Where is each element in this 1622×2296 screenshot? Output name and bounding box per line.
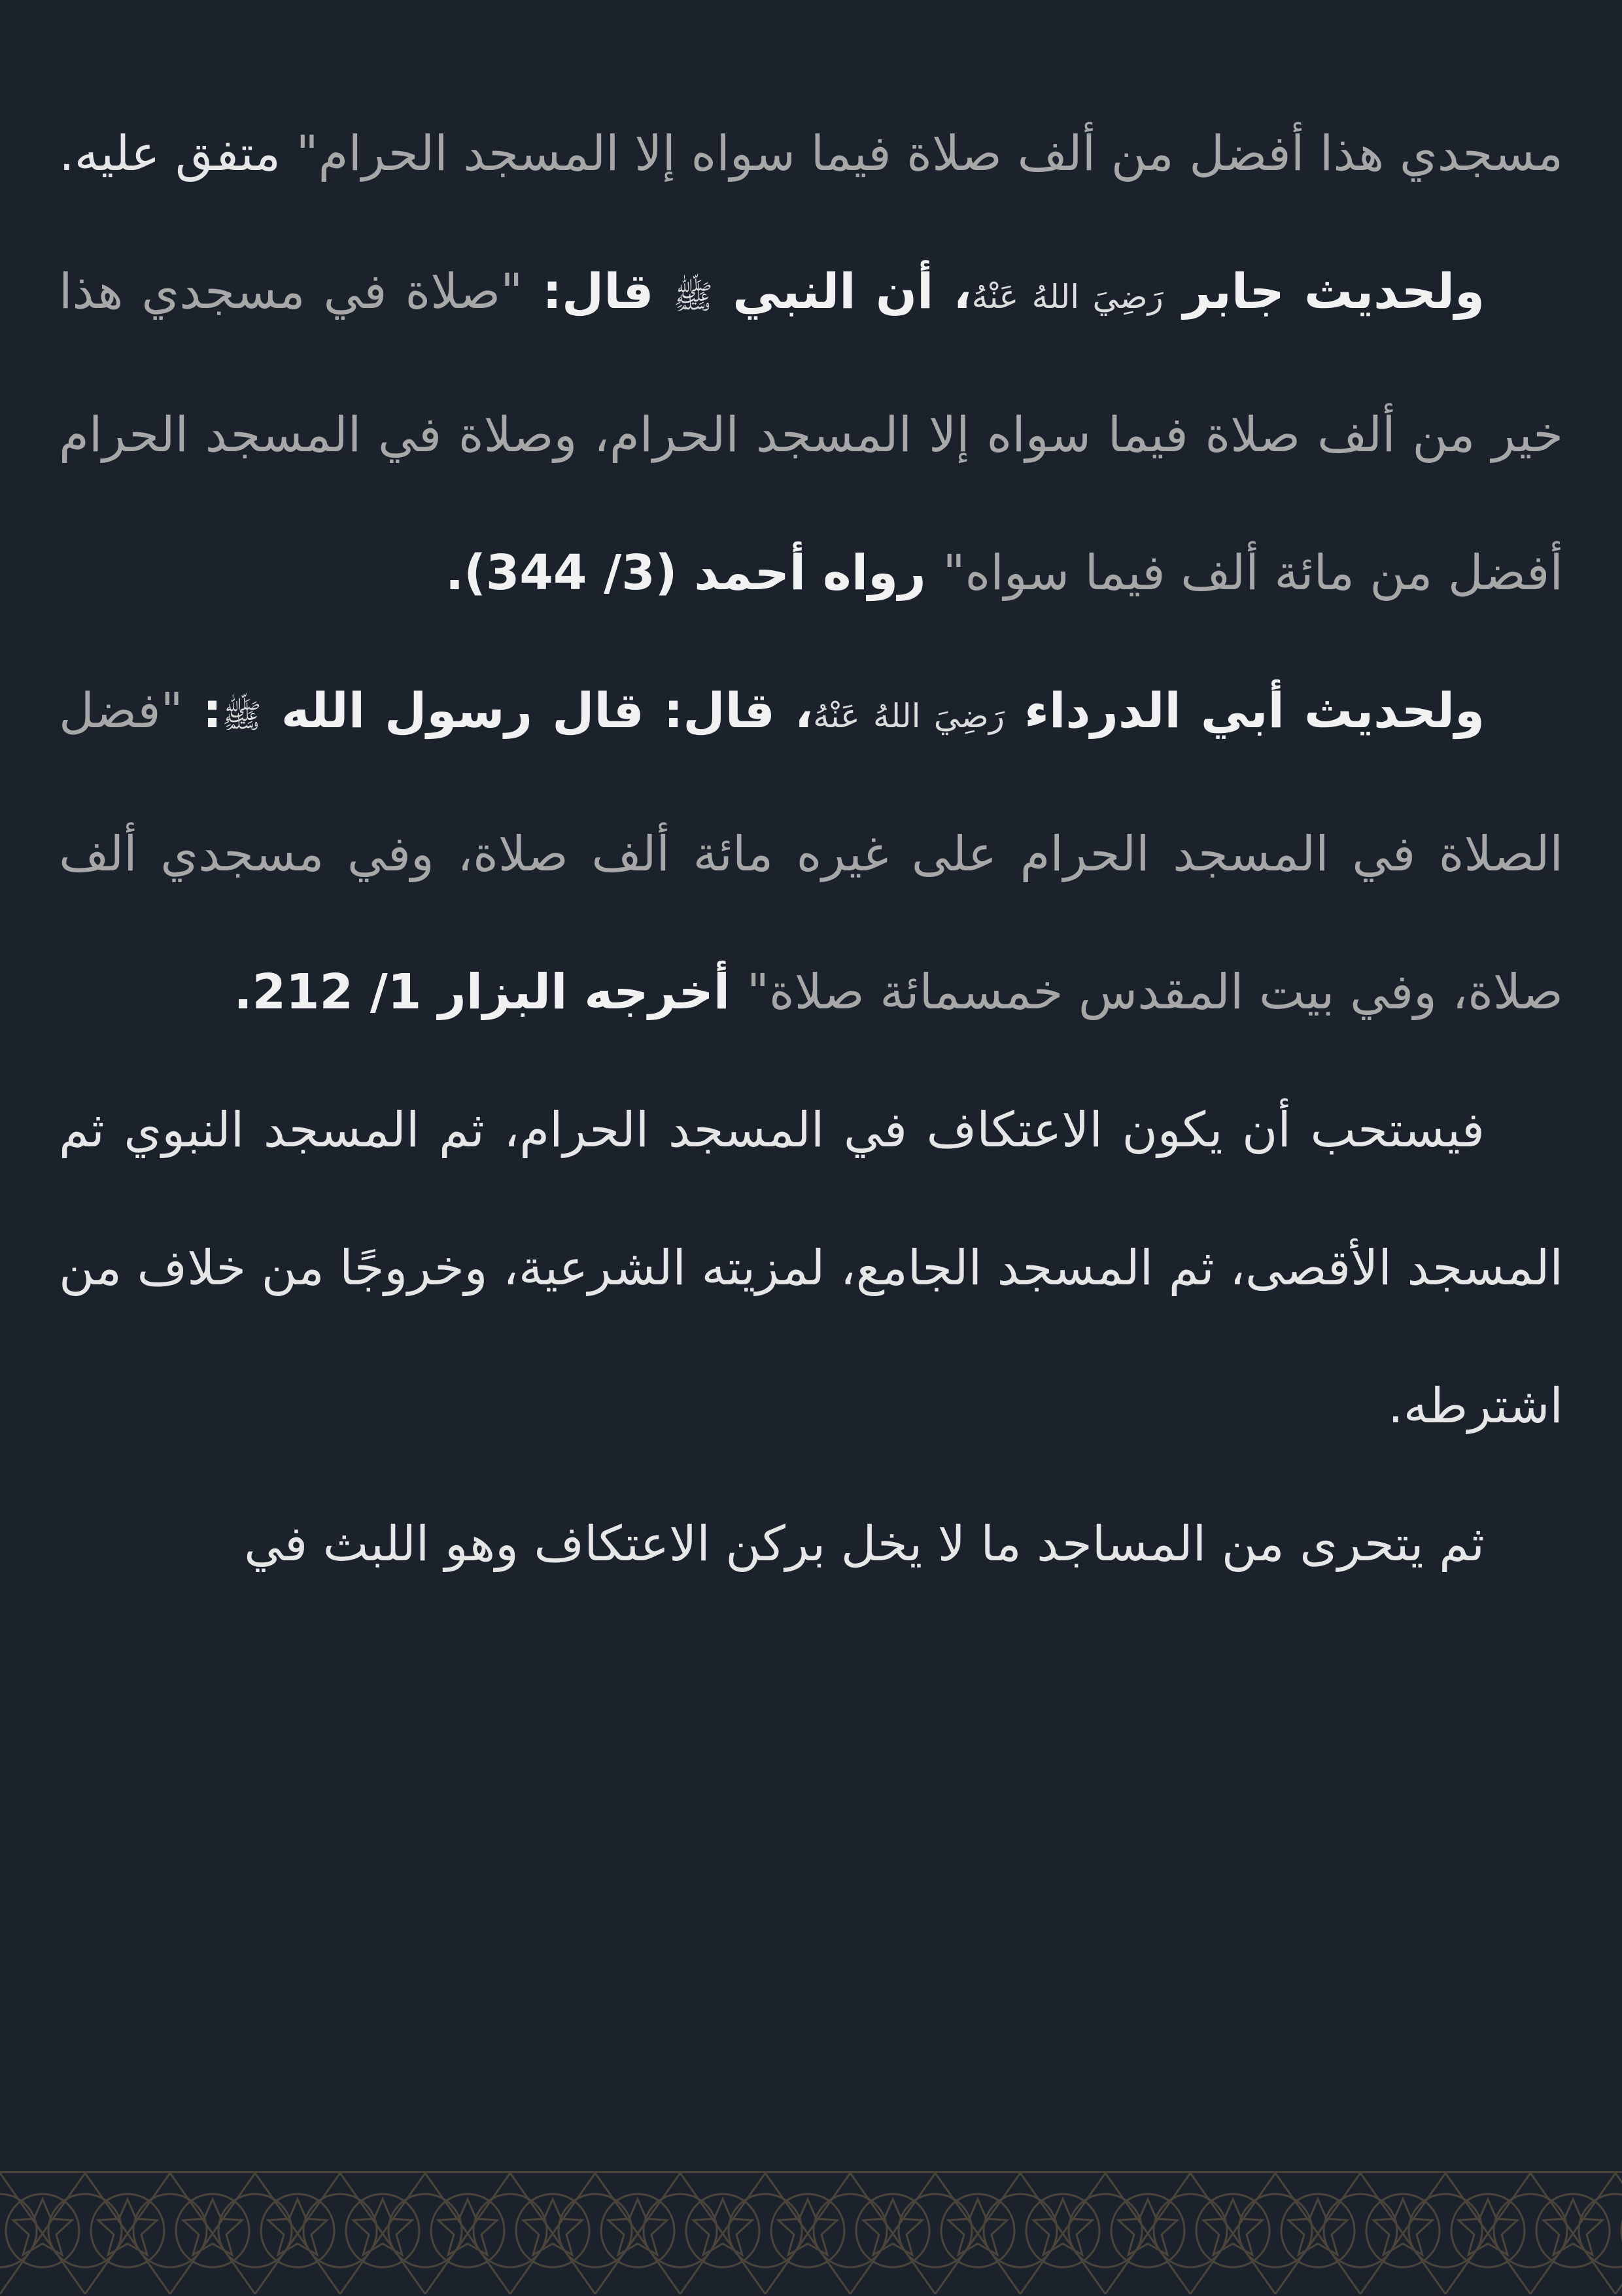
paragraph bbox=[59, 85, 1563, 223]
body-text: قال: bbox=[523, 264, 674, 320]
body-text: ولحديث جابر bbox=[1163, 264, 1485, 320]
body-text: : bbox=[182, 683, 222, 739]
paragraph bbox=[59, 223, 1563, 642]
body-text: رواه أحمد (3/ 344). bbox=[445, 545, 943, 601]
honorific-glyph: رَضِيَ اللهُ عَنْهُ bbox=[813, 697, 1005, 735]
honorific-glyph: ﷺ bbox=[673, 278, 714, 316]
body-text: أخرجه البزار 1/ 212. bbox=[233, 964, 747, 1020]
text-content bbox=[59, 85, 1563, 1613]
paragraph bbox=[59, 642, 1563, 1061]
honorific-glyph: رَضِيَ اللهُ عَنْهُ bbox=[971, 278, 1164, 316]
honorific-glyph: ﷺ bbox=[222, 697, 262, 735]
quote-text: "صلاة في مسجدي هذا خير من ألف صلاة فيما سواه إلا المسجد الحرام، وصلاة في المسجد الحرام أفضل من مائة ألف فيما سواه" bbox=[59, 264, 1563, 601]
footer-ornament bbox=[0, 2171, 1622, 2296]
body-text: متفق عليه. bbox=[59, 126, 296, 182]
paragraph bbox=[59, 1475, 1563, 1613]
body-text: ثم يتحرى من المساجد ما لا يخل بركن الاعتكاف وهو اللبث في bbox=[244, 1516, 1485, 1572]
body-text: ، أن النبي bbox=[713, 264, 972, 320]
body-text: فيستحب أن يكون الاعتكاف في المسجد الحرام، ثم المسجد النبوي ثم المسجد الأقصى، ثم المسجد الجامع، لمزيته الشرعية، وخروجًا من خلاف من اشترطه. bbox=[59, 1102, 1563, 1434]
quote-text: "فضل الصلاة في المسجد الحرام على غيره مائة ألف صلاة، وفي مسجدي ألف صلاة، وفي بيت المقدس خمسمائة صلاة" bbox=[59, 683, 1563, 1020]
paragraph bbox=[59, 1061, 1563, 1475]
body-text: ، قال: قال رسول الله bbox=[261, 683, 814, 739]
geometric-pattern-icon bbox=[0, 2173, 1622, 2294]
body-text: ولحديث أبي الدرداء bbox=[1005, 683, 1485, 739]
quote-text: مسجدي هذا أفضل من ألف صلاة فيما سواه إلا المسجد الحرام" bbox=[296, 126, 1563, 182]
